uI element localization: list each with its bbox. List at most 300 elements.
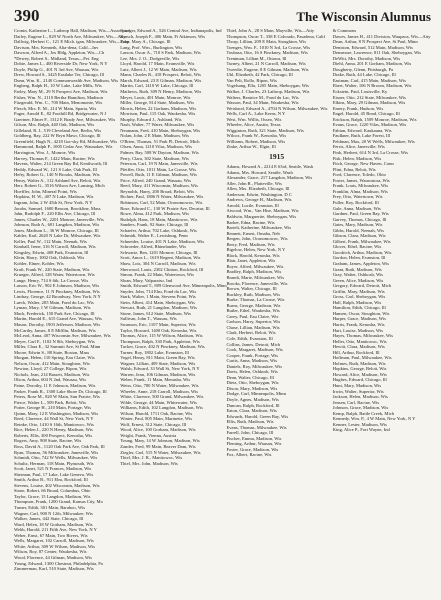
directory-entry: Alexander, Grace, 217 Langdon, Madison, Wis <box>226 175 313 181</box>
directory-entry: Wilson, Roy, 87 Center, Waukesha, Wis <box>14 549 87 555</box>
directory-entry: Hoffman, Paul, Milwaukee, Wis <box>332 355 392 361</box>
directory-entry: Clark, Herbert, Beloit, Wis <box>226 330 276 336</box>
directory-entry: Moore, Edwin S., 88 State, Boston, Mass <box>14 349 90 355</box>
directory-entry: Andrews, George H., Madison, Wis <box>226 197 292 203</box>
directory-entry: Collins, James, Detroit, Mich <box>226 341 281 347</box>
directory-entry: Holmes, Ruth, Madison, Wis <box>332 360 386 366</box>
directory-entry: Engberg, Ralph H., 10 W Lake, Lake Mills, Wis <box>14 83 102 89</box>
directory-entry: Fischer, Emma, Madison, Wis <box>226 435 282 441</box>
directory-entry: Cook, Margaret, Madison, Wis <box>226 347 283 353</box>
directory-entry: Zinke, Arthur W., Elgin, Ill <box>226 144 276 150</box>
directory-entry: Ferris, Alice, Janesville, Wis <box>332 144 385 150</box>
directory-entry: Kingsley, Edwin, 408 Park, Evanston, Ill <box>14 249 89 255</box>
directory-entry: Stewart, Ruth, 21 Langdon, Madison, Wis <box>120 305 197 311</box>
directory-entry: Warren, Jean, 106 Gilman, Madison, Wis <box>120 371 196 377</box>
directory-entry: Bennett, Ernest, Omaha, Neb <box>226 230 280 236</box>
directory-entry: Sherman, Paul, 17 Lake, Lake Geneva, Wis <box>14 471 94 477</box>
directory-entry: Stevens, Louise, 402 Wisconsin, Madison, Wis <box>14 482 100 488</box>
page-number: 390 <box>14 6 40 25</box>
directory-entry: Jahn, Rudolph F., 220 Ellis Ave, Chicago, Ill <box>14 211 96 217</box>
directory-entry: Krueger, Alfred, 128 Water, Watertown, Wis <box>14 272 95 278</box>
directory-entry: Reed, Clarence, 44 Wall St, New York, N Y <box>14 416 94 422</box>
directory-entry: Turney, Albert, 21 N Carroll, Madison, Wis <box>226 61 306 67</box>
directory-entry: Kabler, Karl, 2620 N Lake Dr, Milwaukee, Wis <box>14 233 101 239</box>
directory-entry: Paine, Dorothy, 11 E Johnson, Madison, Wis <box>14 383 96 388</box>
directory-entry: Walker, J. Charles, 23 Lathrop, Madison, Wis <box>226 89 310 95</box>
directory-entry: Dean, Walter, Chicago, Ill <box>226 374 274 380</box>
directory-entry: Mathews, Ruth, 309 N Henry, Madison, Wis <box>120 89 202 95</box>
directory-entry: Van Pelt, Rollo, Ripon, Wis <box>226 77 277 83</box>
directory-entry: Hart, Louise, Madison, Wis <box>332 327 383 333</box>
directory-entry: Greenfield, Hugh N., 4218 Gor-sky Rd, Milwaukee, Wis <box>14 138 118 144</box>
directory-entry: Thompson, Frank, 1200 Grand, Kansas City, Mo <box>14 499 103 505</box>
directory-entry: Dunn, Wm. K., 2140 Commonwealth Ave, Madison, Wis <box>14 77 119 83</box>
directory-entry: Foster, James, Wauwatosa, Wis <box>332 177 390 183</box>
directory-entry: Graham, James, Appleton, Wis <box>332 260 390 266</box>
directory-entry: Toubasa, Otto, 16 S Pinckney, Madison, Wis <box>226 50 308 56</box>
directory-entry: Densmore, Lawrence, 811 Oak, Sheboygan, Wis <box>332 50 422 56</box>
directory-entry: Faulkner, Ruth, Lake Forest, Ill <box>332 133 391 139</box>
directory-entry: Thiel, Mrs. John, Madison, Wis <box>120 460 178 466</box>
directory-entry: Baldwin, Marguerite, Sheboygan, Wis <box>226 213 297 219</box>
directory-entry: Williams, Edith, 102 Langdon, Madison, Wis <box>120 405 203 411</box>
directory-entry: Tweedie, Eugene, 8 E Gilman, Madison, Wis <box>226 66 309 72</box>
directory-entry: White, Arthur, 309 W Wilson, Madison, Wis <box>14 543 95 549</box>
directory-entry: Schultz, Herman, 118 Main, Plymouth, Wis <box>14 460 94 466</box>
directory-entry: Harvey, Thomas F., 1422 Main, Racine, Wis <box>14 155 95 161</box>
directory-entry: Stone, Robert, 66 Broad, Columbus, Ohio <box>14 488 91 494</box>
directory-entry: Jacobs, Samuel, 1600 Beacon, Brookline, Mass <box>14 205 101 211</box>
directory-entry: Gilleland, R. J., 519 Cleveland Ave, Berlin, Wis <box>14 127 102 133</box>
directory-entry: Parker, Frank R., 1300 Lake Shore Dr, Chicago, Ill <box>14 388 107 394</box>
directory-entry: Vogelsang, Ella, 1205 Main, Sheboygan, Wis <box>226 83 309 89</box>
running-title: The Wisconsin Alumnus <box>296 9 431 24</box>
directory-entry: Edwards, Harold, Green Bay, Wis <box>226 413 289 419</box>
directory-entry: Flesch, Mrs. E. M., 214 W Main, Sparta, Wis <box>14 105 97 111</box>
directory-entry: Green, Alice, Madison, Wis <box>332 277 384 283</box>
directory-entry: Bergen, John, Oconomowoc, Wis <box>226 236 288 242</box>
directory-entry: Pfeiffer, Otto, 1011 Main, La Crosse, Wis <box>120 166 197 172</box>
directory-entry: Hopkins, H. W., 407 N Lake, Madison, Wis <box>14 194 94 200</box>
directory-entry: Farrell, John, Chicago, Ill <box>226 430 274 436</box>
directory-entry: Neumann, Fred, 410 Main, Sheboygan, Wis <box>120 127 201 133</box>
directory-entry: Larson, Oscar A., 710 S Park, Madison, Wis <box>120 50 201 56</box>
directory-entry: Schmidt, Otto, 742 W Wells, Milwaukee, Wis <box>14 455 98 461</box>
directory-entry: Hayes, Thomas, Milwaukee, Wis <box>332 333 394 339</box>
directory-entry: Fuller, Roy, Rockford, Ill <box>332 199 379 205</box>
directory-entry: Hall, Ralph, Madison, Wis <box>332 299 382 305</box>
directory-entry: Diehl, Anna, 201 E Gorham, Madison, Wis <box>332 61 412 67</box>
directory-entry: Wood, Florence, 44 Gilman, Madison, Wis <box>14 554 93 560</box>
directory-entry: Krueger, Edward A., 526 Central Ave, Indianapolis, Ind <box>120 28 222 33</box>
directory-entry: Olson, Arthur, 604 N 2nd, Wausau, Wis <box>14 377 87 383</box>
directory-entry: Thompson, Ralph, 330 Park, Appleton, Wis <box>120 338 200 344</box>
directory-entry: Adams, Howard A., 2214 E 63rd, Seattle, Wash <box>226 164 314 170</box>
directory-entry: Fitch, George, New Haven, Conn <box>332 161 394 167</box>
directory-entry: Emery, Frank, Hudson, Wis <box>332 105 384 111</box>
directory-entry: DeWitt, Mrs. Dorothy, Madison, Wis <box>332 55 401 61</box>
directory-entry: White, Clarence, 500 Grand, Milwaukee, Wis <box>120 394 204 400</box>
directory-entry: *Dewey, Robert S., Midland, Texas—Pet. Eng <box>14 55 99 61</box>
directory-entry: Reed, Mary, 411 Wisconsin, Madison, Wis <box>120 183 198 189</box>
directory-entry: Harrington, Wm. J., Monroe, Wis <box>14 150 76 156</box>
directory-entry: Wilson, Harold, 1711 Oak, Racine, Wis <box>120 410 193 416</box>
directory-entry: Peterson, Carl, 19 N Main, Janesville, Wis <box>120 161 198 167</box>
directory-entry: Taylor, Grace, 15 Langdon, Madison, Wis <box>14 493 91 499</box>
directory-entry: Franklin, Alma, Madison, Wis <box>332 188 388 194</box>
directory-entry: Wolf, Ernest, 312 State, Chicago, Ill <box>120 421 187 427</box>
directory-entry: Fox, Albert, Racine, Wis <box>226 452 272 458</box>
directory-entry: Goodrich, Arthur, Madison, Wis <box>332 249 392 255</box>
directory-entry: Ingram, John, 2 W 45th St, New York, N Y <box>14 199 93 205</box>
directory-entry: Grant, Ruth, Madison, Wis <box>332 266 382 272</box>
directory-entry: Lindsay, George, 42 Broadway, New York, N Y <box>14 294 101 300</box>
directory-entry: Barker, Edna, Racine, Wis <box>226 219 275 225</box>
directory-entry: Perry, Clara, 302 State, Madison, Wis <box>120 155 189 161</box>
directory-entry: Meyer, Louis, 401 Main, Monroe, Wis <box>120 94 191 100</box>
directory-entry: Wilde, George, 44 Main, Whitewater, Wis <box>120 399 197 405</box>
directory-entry: Jones, Madison L., 36 W Monroe, Chicago, Ill <box>14 227 99 233</box>
directory-entry: Wagner, Carl, 900 N 12th, Milwaukee, Wis <box>14 510 93 516</box>
directory-entry: Peters, Rose M., 820 W Main, Sun Prairie, Wis <box>14 394 100 400</box>
directory-entry: Taylor, Howard, 1400 Oak, Kenosha, Wis <box>120 327 197 333</box>
directory-entry: Bradley, Ralph, Madison, Wis <box>226 269 282 275</box>
directory-entry: Cole, Edith, Evanston, Ill <box>226 335 273 341</box>
directory-entry: Henry, Walter A., 112 Ashland Ave, Beloit, Wis <box>14 177 101 183</box>
directory-entry: Chase, Lillian, Madison, Wis <box>226 324 280 330</box>
directory-entry: Roberts, Ellis, 300 Prospect, Kenosha, Wis <box>14 432 93 438</box>
directory-entry: Lange, Henry, 714 S 6th, La Crosse, Wis <box>14 277 89 283</box>
directory-entry: Hewitt, Clara, Madison, Wis <box>332 344 385 350</box>
directory-entry: Dodge, Carl, Minneapolis, Minn <box>226 391 286 397</box>
directory-entry: Nelson, Oscar, 412 Main, Stoughton, Wis <box>14 360 90 366</box>
class-year-heading: 1915 <box>269 152 285 162</box>
directory-entry: Howard, Alice, Madison, Wis <box>332 371 387 377</box>
directory-entry: Walters, Beatrice M., Fond du Lac, Wis <box>226 94 299 100</box>
directory-entry: Lueck, Walter, 205 Main, Fond du Lac, Wis <box>14 299 94 305</box>
directory-entry: Daniels, Roy, Milwaukee, Wis <box>226 363 283 369</box>
directory-entry: Johnson, Ruth A., 601 Langdon, Madison, Wis <box>14 222 100 228</box>
directory-entry: Nash, Walter, 77 Water, Milwaukee, Wis <box>120 122 195 128</box>
directory-entry: Young, Edward, 1300 Chestnut, Philadelphia, Pa <box>14 560 103 566</box>
directory-entry: Gilbert, Frank, Milwaukee, Wis <box>332 238 391 244</box>
directory-entry: Weber, Ernst, 67 Main, Two Rivers, Wis <box>14 532 88 538</box>
directory-entry: Snyder, John, 714 Elm, Fond du Lac, Wis <box>120 288 197 294</box>
directory-entry: Uhl, Elizabeth, 42 Park, Chicago, Ill <box>226 72 293 78</box>
directory-entry: Bartelt, Katherine, Milwaukee, Wis <box>226 225 292 231</box>
directory-entry: West, Wm. Willis, Osseo, Wis <box>226 116 282 122</box>
directory-entry: Reynolds, Harry, 200 Broad, Beloit, Wis <box>120 188 195 194</box>
directory-entry: Hefty, Robert G., 140 N Brooks, Madison, Wis <box>14 172 100 178</box>
directory-entry: O'Brien, Thomas, 51 Park Pl, Detroit, Mich <box>120 138 200 144</box>
directory-entry: Gibbs, Harold, Neenah, Wis <box>332 227 385 233</box>
directory-entry: Kemp, Ralph, Battle Creek, Mich <box>332 410 394 416</box>
directory-entry: Simon, Frank, 22 Main, Watertown, Wis <box>120 272 194 278</box>
directory-entry: Rogers, Amy, 908 State, Racine, Wis <box>14 438 82 444</box>
directory-entry: Fisk, Helen, Madison, Wis <box>332 155 382 161</box>
directory-entry: Stone, James, 612 State, Madison, Wis <box>120 310 191 316</box>
directory-entry: Tucker, Grace, 402 N Pinckney, Madison, Wis <box>120 344 205 350</box>
directory-entry: Walker, James, 442 State, Chicago, Ill <box>14 516 84 522</box>
directory-entry: Schmidt, Walter E., Lewisburg, Penn <box>120 233 188 239</box>
directory-entry: Hamilton, Edith, Chicago, Ill <box>332 305 386 311</box>
directory-entry: Harris, Frank, Kenosha, Wis <box>332 321 385 327</box>
column-3 <box>227 28 327 598</box>
directory-entry: Brandt, Marie, Milwaukee, Wis <box>226 274 285 280</box>
directory-entry: Eckstein, Paul, Louisville, Ky <box>332 89 388 95</box>
directory-entry: Glover, Ethel, Racine, Wis <box>332 244 382 250</box>
directory-entry: Erickson, Ralph, 1509 Monroe, Madison, Wis <box>332 116 417 122</box>
column-2 <box>120 28 227 598</box>
directory-entry: Gibson, Clara, Madison, Wis <box>332 233 386 239</box>
directory-entry: Evans, Grace, 1220 Vilas, Madison, Wis <box>332 122 407 128</box>
directory-entry: Powell, Ruth, 11 E Gilman, Madison, Wis <box>120 172 197 178</box>
directory-entry: Curtis, Anna, Madison, Wis <box>226 358 278 364</box>
directory-entry: Wheeler, Anne, 218 Carroll, Madison, Wis <box>120 388 198 394</box>
directory-entry: Frey, Otto, Watertown, Wis <box>332 194 383 200</box>
directory-entry: Lyman, Mary, 1 W Gilman, Madison, Wis <box>14 305 91 311</box>
directory-entry: Ford, Clarence, Toledo, Ohio <box>332 172 386 178</box>
directory-entry: Rice, Helen J., 220 N Henry, Madison, Wis <box>14 427 93 433</box>
directory-entry: & Commons <box>332 28 357 33</box>
directory-entry: Ebert, Walter, 106 N Broom, Madison, Wis <box>332 83 412 89</box>
directory-entry: Turner, Roy, 1802 Lake, Evanston, Ill <box>120 349 189 355</box>
directory-entry: Gross, Carl, Sheboygan, Wis <box>332 294 386 300</box>
directory-entry: Dallwig, Herbert C., 121 E Mich. igan, Milwaukee, Wis—Prop <box>14 39 130 45</box>
directory-entry: Reinke, Otto, 1410 S 16th, Manitowoc, Wis <box>14 421 94 427</box>
directory-entry: Hill, Arthur, Rockford, Ill <box>332 349 380 355</box>
directory-entry: Lee, Mrs. J. O., Dodgeville, Wis <box>120 55 180 61</box>
directory-entry: Schwartz, Ben, 1201 Monroe, Chicago, Ill <box>120 249 198 255</box>
page-header <box>14 6 433 28</box>
directory-entry: Nolan, John, 2 E Main, Madison, Wis <box>120 133 189 139</box>
directory-entry: Goldberg, Ray, 222 W Bryn Mawr, Chicago, Ill <box>14 133 101 139</box>
directory-entry: Lewis, Florence, 11 N Pinckney, Madison, Wis <box>14 288 100 294</box>
directory-entry: Foster, Grace, Madison, Wis <box>226 446 279 452</box>
directory-entry: Gilson, Mrs. Ralph, 440 Oak, Madison, Wis <box>14 122 95 128</box>
directory-entry: Dixon, Mary, Madison, Wis <box>226 385 278 391</box>
directory-entry: Garvey, Thomas, Chicago, Ill <box>332 216 387 222</box>
directory-entry: Potter, George H., 210 Main, Portage, Wis <box>14 405 92 411</box>
directory-entry: Stark, Walter, 1 Main, Stevens Point, Wis <box>120 294 196 300</box>
directory-entry: Weiss, Otto, 780 N Water, Milwaukee, Wis <box>120 383 199 388</box>
alumni-directory <box>14 28 433 598</box>
directory-entry: Walsh, Edward, 33 Wall St, New York, N Y <box>120 366 200 372</box>
directory-entry: Fleming, Arthur, Wausau, Wis <box>226 441 282 447</box>
directory-entry: Hoeffler, John, Mineral Point, Wis <box>14 188 77 194</box>
directory-entry: Brooks, Florence, Janesville, Wis <box>226 280 288 286</box>
directory-entry: Weisbrod, Edward A., 4704 N Wilson, Milwaukee, Wis <box>226 105 328 111</box>
directory-entry: Dailey, Eugene L., 829 W North Ave, Milwaukee, Wis—Atty <box>14 33 126 39</box>
directory-entry: Martin, Carl, 1410 W Lake, Chicago, Ill <box>120 83 194 89</box>
directory-entry: Wheeler, Alice, Austin, Texas <box>226 122 281 128</box>
directory-entry: Thiel, John A., 28 S Main, Mayville, Wis—Atty <box>226 28 315 33</box>
directory-entry: Ellis, Ruth, Madison, Wis <box>226 419 274 425</box>
directory-entry: Kimball, Irene, 316 N Carroll, Madison, Wis <box>14 244 96 250</box>
directory-entry: Kohler, Elmer, Kohler, Wis <box>14 260 64 266</box>
directory-entry: Davison, Mrs. Kenneth, Alta-dena, Calif—Inv <box>14 44 99 50</box>
directory-entry: Heddy, Edward W., 121 S Lake, Oak Park, Ill <box>14 166 97 172</box>
directory-entry: Blair, Janet, Appleton, Wis <box>226 258 276 264</box>
directory-entry: Carlson, Harry, Superior, Wis <box>226 319 281 325</box>
directory-entry: Hopkins, George, Beloit, Wis <box>332 366 387 372</box>
directory-entry: Wells, Carl A., Lake Kerns, N Y <box>226 111 286 117</box>
directory-entry: Kennedy, Wm. P., 4 W Main, New York, N Y <box>332 416 416 422</box>
directory-entry: Irwin, Walter, Superior, Wis <box>332 388 384 394</box>
directory-entry: Weber, Frank, 11 Main, Menasha, Wis <box>120 377 191 383</box>
directory-entry: Morrison, Paul, 115 Oak, Waukesha, Wis <box>120 111 196 117</box>
directory-entry: Gordon, Helen, Evanston, Ill <box>332 255 386 261</box>
directory-entry: Feldman, Max, 20 W Wells, Milwaukee, Wis <box>332 138 415 144</box>
directory-entry: Lutz, Albert J., 12 W Main, Madison, Wis <box>120 66 197 72</box>
directory-entry: Ross, David A., 1120 Oak Park Ave, Oak Park, Ill <box>14 444 105 450</box>
directory-entry: Murphy, Edward J., Ashland, Wis <box>120 116 182 122</box>
directory-entry: Scott, Janet, 521 N Frances, Madison, Wis <box>14 466 92 472</box>
directory-entry: Zimmerman, Karl, 510 State, Madison, Wis <box>14 566 94 572</box>
directory-entry: Elkins, Mary, 29 Gilman, Madison, Wis <box>332 100 406 106</box>
directory-entry: Havens, Walter, 214 Green Bay Rd, Kenilworth, Ill <box>14 161 108 167</box>
directory-entry: Meyer, Carl F., 1102 N 8th, Sheboygan, Wis <box>14 338 95 344</box>
directory-entry: Aller, John R., Platteville, Wis <box>226 180 282 186</box>
directory-entry: Sanders, Frank, 92 State, Chicago, Ill <box>120 222 189 228</box>
directory-entry: Butler, Ethel, Waukesha, Wis <box>226 308 280 314</box>
directory-entry: Lang, Prof. Wm., Burlington, Wis <box>120 44 183 50</box>
directory-entry: Dawes, James H., 411 Division, Waupaca, Wis—Atty <box>332 33 431 39</box>
directory-entry: Sherwood, Louis, 2302 Clinton, Rockford, Ill <box>120 266 204 272</box>
directory-entry: King, Alice P., Fort Wayne, Ind <box>332 427 390 433</box>
directory-entry: Lloyd, Harold, 17 Main, Evansville, Wis <box>120 61 195 67</box>
directory-entry: Sloan, Mary, Valparaiso, Ind <box>120 277 173 283</box>
directory-entry: Turner, Edith, 301 Main, Baraboo, Wis <box>14 505 85 511</box>
directory-entry: Richter, Paul, 1806 N Water, Milwaukee, Wis <box>120 194 204 200</box>
directory-entry: Thiel, Mrs. J. R., Manitowoc, Wis <box>120 455 183 461</box>
directory-entry: Martin, Harold E., 615 Grand Ave, Wausau, Wis <box>14 316 102 322</box>
directory-entry: Wigginton, Ruth, 321 State, Madison, Wis <box>226 127 304 133</box>
directory-entry: Morris, Helen, 22 Gorham, Madison, Wis <box>120 105 197 111</box>
directory-entry: Zander, Fred, 99 Main, Beaver Dam, Wis <box>120 444 196 450</box>
directory-entry: Frank, Louis, Milwaukee, Wis <box>332 183 389 189</box>
directory-entry: Burns, George, Madison, Wis <box>226 302 281 308</box>
directory-entry: Klein, Harry, 1002 Oak, Oshkosh, Wis <box>14 255 85 261</box>
directory-entry: Smith, Edward T., 809 Glenwood Ave, Minneapolis, Minn <box>120 283 227 289</box>
directory-entry: Burke, Thomas, La Crosse, Wis <box>226 297 285 303</box>
directory-entry: Johnson, Grace, Madison, Wis <box>332 405 389 411</box>
directory-entry: Anderson, Edwin, Washington, D C <box>226 191 292 197</box>
directory-entry: Eaton, Clara, Madison, Wis <box>226 408 277 414</box>
directory-entry: Gale, Anna, Madison, Wis <box>332 205 381 211</box>
directory-entry: Pierce, Walter L., 509 Park, Beloit, Wis <box>14 399 86 405</box>
directory-entry: Davis, Helen, Oshkosh, Wis <box>226 369 278 375</box>
directory-entry: Doyle, Philip G., 401 N 3rd Ave, Wausau, Wis <box>14 66 99 72</box>
directory-entry: Hughes, Edward, Chicago, Ill <box>332 377 387 383</box>
directory-entry: Rowe, Alma, 412 Park, Madison, Wis <box>120 211 190 217</box>
directory-entry: Ryan, Thomas, 56 Milwaukee, Janesville, Wis <box>14 449 99 455</box>
directory-entry: Price, Alfred, 240 Grand, Wausau, Wis <box>120 177 191 183</box>
directory-entry: Eastman, Carl, 415 Main, Madison, Wis <box>332 77 406 83</box>
directory-entry: Buckley, Ruth, Madison, Wis <box>226 291 280 297</box>
directory-entry: Young, Mary, 14 W Johnson, Madison, Wis <box>120 438 200 444</box>
directory-entry: Thomas, Alice, 115 W Wilson, Madison, Wis <box>120 333 203 339</box>
directory-entry: Rose, Edward C., 130 W Prairie Ave, Decatur, Ill <box>120 205 210 211</box>
directory-entry: Gardner, Paul, Green Bay, Wis <box>332 211 389 217</box>
directory-entry: Hansen, Oscar, Stoughton, Wis <box>332 310 390 316</box>
directory-entry: Ward, Helen, 18 W Gorham, Madison, Wis <box>14 521 93 527</box>
column-1 <box>14 28 130 598</box>
directory-entry: Jackson, Helen, Madison, Wis <box>332 394 388 400</box>
directory-entry: Fink, Herbert, 614 N 3rd, La Crosse, Wis <box>332 150 408 156</box>
directory-entry: Robinson, Carl, 52 Main, Oconomowoc, Wis <box>120 199 203 205</box>
directory-entry: Eisner, Otto, 212 State, Milwaukee, Wis <box>332 94 406 100</box>
directory-entry: Miller, George, 814 State, Madison, Wis <box>120 100 194 106</box>
directory-entry: Heller, Otto, Manitowoc, Wis <box>332 338 387 344</box>
directory-entry: Hammond, Ralph P., 1005 Cedar Ave, Waunakee, Wis <box>14 144 113 150</box>
directory-entry: Carey, Paul, Eau Claire, Wis <box>226 313 279 319</box>
directory-entry: Wells, Margaret, 102 Carroll, Madison, Wis <box>14 538 94 544</box>
directory-entry: Duncan, Ralph, Rockford, Ill <box>226 402 280 408</box>
directory-entry: Doyle, Agnes, Madison, Wis <box>226 397 279 402</box>
directory-entry: Vogel, Henry, 811 Main, Green Bay, Wis <box>120 355 195 361</box>
directory-entry: Brown, Walter, Chicago, Ill <box>226 286 277 292</box>
directory-entry: Webb, Harold, 211 Fifth Ave, New York, N Y <box>14 527 97 533</box>
directory-entry: Thorp, Lillian, 209 E Main, Stoughton, Wis <box>226 39 307 45</box>
directory-entry: Herr, Robert G., 3516 Wilson Ave, Lansing, Mich <box>14 183 105 189</box>
directory-entry: Krasch, Joseph F., 406 Main, Ft Atkinson, Wis <box>120 33 206 39</box>
directory-entry: Trentman, Lillian M., Ottawa, Ill <box>226 55 287 61</box>
directory-entry: McCarthy, James, 8 E Mifflin, Madison, Wis <box>14 327 96 333</box>
directory-entry: Black, Harold, Kenosha, Wis <box>226 252 280 258</box>
directory-entry: Palmer, Ray, 508 W Dayton, Madison, Wis <box>120 150 199 156</box>
directory-entry: Flint, Edna, Beloit, Wis <box>332 166 376 172</box>
directory-entry: Stein, Albert, 414 Main, Sheboygan, Wis <box>120 299 195 305</box>
directory-entry: Smith, Arthur B., 911 Elm, Rockford, Ill <box>14 477 88 483</box>
directory-entry: Newton, Lloyd, 27 College, Ripon, Wis <box>14 366 87 372</box>
directory-entry: Bigelow, Helen, New York, N Y <box>226 247 286 253</box>
directory-entry: Dietz, Otto, Sheboygan, Wis <box>226 380 279 386</box>
directory-entry: Jensen, Carl, Racine, Wis <box>332 399 380 405</box>
directory-entry: Wasson, Paul, 34 Main, Waukesha, Wis <box>226 100 299 106</box>
directory-entry: Schroeder, Alfred, Rhinelander, Wis <box>120 244 187 250</box>
directory-entry: Deniston, Edward, 512 Main, Madison, Wis <box>332 44 413 50</box>
directory-entry: Morgan, Helen, 110 Spring, Eau Claire, Wis <box>14 355 95 361</box>
directory-entry: Harper, Grace, Madison, Wis <box>332 316 386 322</box>
directory-entry: Drew, Howard S., 3425 Eastlake Ter, Chicago, Ill <box>14 72 105 78</box>
directory-entry: Dawson, Alfred A., Jos Bldg, Appleton, Wis—Ch <box>14 50 105 56</box>
directory-entry: Cronin, Katherine L., Latheop Hall, Madison, Wis—Assoc prof <box>14 28 130 33</box>
directory-entry: Wilcox, Frank W., Kenosha, Wis <box>226 133 287 139</box>
directory-entry: James, Charles W., 2201 Monroe, Janesville, Wis <box>14 216 104 222</box>
directory-entry: McLeod, Anna, 407 Wisconsin Ave, Milwaukee, Wis <box>14 333 111 339</box>
directory-entry: Mann, Charles R., 418 Prospect, Beloit, Wis <box>120 72 201 78</box>
directory-entry: Winter, Paul, 805 Main, Marinette, Wis <box>120 416 192 422</box>
directory-entry: Scott, Amos L., 1619 Regent, Madison, Wis <box>120 255 201 261</box>
directory-entry: Gray, Walter, Oshkosh, Wis <box>332 272 384 278</box>
directory-entry: Boyer, Alfred, Milwaukee, Wis <box>226 263 284 269</box>
directory-entry: Kenner, Lester, Madison, Wis <box>332 421 387 427</box>
directory-entry: Fabian, Edward, Kaukauna, Wis <box>332 127 392 133</box>
directory-entry: Nichols, Jean, 214 Bassett, Madison, Wis <box>14 371 90 377</box>
directory-entry: Schneider, Louise, 401 N Lake, Madison, Wis <box>120 238 205 244</box>
directory-entry: Keller, Paul W., 112 Main, Neenah, Wis <box>14 238 87 244</box>
directory-entry: Drake, Ruth, 44 Lake, Chicago, Ill <box>332 72 396 78</box>
directory-entry: Williams, Robert, Madison, Wis <box>226 138 286 144</box>
directory-entry: Allen, Mrs. Elizabeth, Chicago, Ill <box>226 186 290 192</box>
directory-entry: Gaertner, Elmer F., 1312 E Brady Ave, Milwaukee, Wis <box>14 116 116 122</box>
directory-entry: Wagner, Lillian, 409 State, Madison, Wis <box>120 360 196 366</box>
directory-entry: Griffin, Mary, Madison, Wis <box>332 288 385 294</box>
directory-entry: Fitzgerald, Wm. C., 700 Main, Menomonie, Wis <box>14 100 103 106</box>
directory-entry: Mason, Dorothy, 1903 Jefferson, Madison, Wis <box>14 321 101 327</box>
directory-entry: Ziegler, Carl, 515 N Water, Milwaukee, Wis <box>120 449 201 455</box>
